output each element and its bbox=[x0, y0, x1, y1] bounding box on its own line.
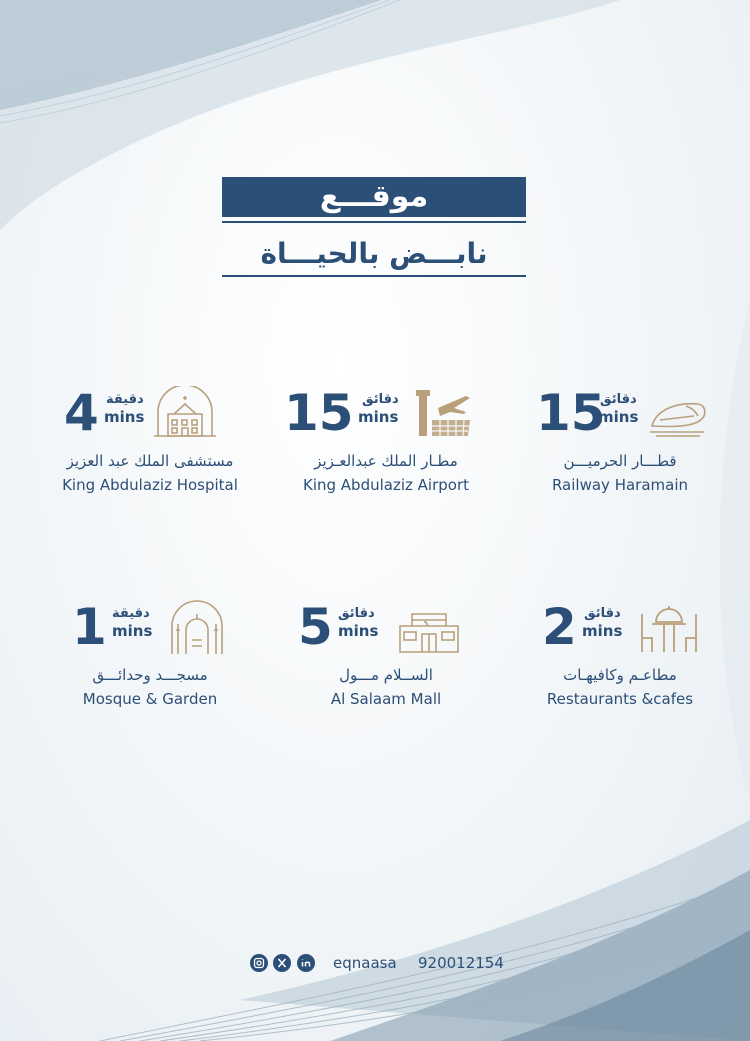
location-name-ar: الســلام مـــول bbox=[339, 666, 433, 684]
minutes-unit-ar: دقائق bbox=[338, 606, 375, 621]
mosque-icon bbox=[166, 600, 228, 654]
location-card-railway bbox=[510, 386, 730, 506]
location-card-airport bbox=[276, 386, 496, 506]
location-name-ar: مستشفى الملك عبد العزيز bbox=[66, 452, 234, 470]
minutes-number: 1 bbox=[72, 598, 107, 656]
location-name-ar: مطـار الملك عبدالعـزيز bbox=[314, 452, 458, 470]
minutes-unit-en: mins bbox=[358, 408, 399, 426]
minutes-unit-ar: دقائق bbox=[362, 392, 399, 407]
page-subtitle: نابـــض بالحيـــاة bbox=[260, 237, 488, 270]
title-underline bbox=[222, 221, 526, 223]
location-name-en: King Abdulaziz Airport bbox=[303, 476, 469, 494]
location-name-en: Al Salaam Mall bbox=[330, 690, 442, 708]
location-name-en: Restaurants &cafes bbox=[546, 690, 694, 708]
subtitle-underline bbox=[222, 275, 526, 277]
minutes-unit-ar: دقائق bbox=[584, 606, 621, 621]
instagram-icon[interactable] bbox=[250, 954, 268, 972]
minutes-number: 4 bbox=[64, 384, 99, 442]
minutes-unit-en: mins bbox=[104, 408, 145, 426]
location-card-mall bbox=[276, 600, 496, 720]
minutes-number: 15 bbox=[284, 384, 354, 442]
minutes-unit-en: mins bbox=[582, 622, 623, 640]
minutes-unit-en: mins bbox=[598, 408, 639, 426]
page-title: موقـــع bbox=[222, 177, 526, 217]
linkedin-icon[interactable] bbox=[297, 954, 315, 972]
hospital-icon bbox=[154, 386, 216, 440]
location-name-ar: مطاعـم وكافيهـات bbox=[563, 666, 677, 684]
minutes-unit-en: mins bbox=[338, 622, 379, 640]
location-name-ar: مسجـــد وحدائـــق bbox=[92, 666, 208, 684]
phone-number: 920012154 bbox=[418, 954, 504, 972]
mall-icon bbox=[398, 600, 460, 654]
minutes-number: 15 bbox=[536, 384, 606, 442]
train-icon bbox=[646, 386, 708, 440]
minutes-unit-ar: دقيقة bbox=[106, 392, 144, 407]
location-name-en: King Abdulaziz Hospital bbox=[62, 476, 238, 494]
location-card-restaurants bbox=[510, 600, 730, 720]
social-handle: eqnaasa bbox=[333, 954, 397, 972]
minutes-unit-ar: دقائق bbox=[600, 392, 637, 407]
minutes-unit-ar: دقيقة bbox=[112, 606, 150, 621]
minutes-number: 2 bbox=[542, 598, 577, 656]
footer-contact bbox=[0, 954, 750, 974]
location-name-ar: قطـــار الحرميـــن bbox=[563, 452, 677, 470]
airport-icon bbox=[410, 386, 472, 440]
restaurant-icon bbox=[638, 600, 700, 654]
location-name-en: Railway Haramain bbox=[551, 476, 689, 494]
x-icon[interactable] bbox=[273, 954, 291, 972]
location-card-hospital bbox=[40, 386, 260, 506]
header-block bbox=[222, 177, 526, 277]
location-card-mosque bbox=[40, 600, 260, 720]
minutes-number: 5 bbox=[298, 598, 333, 656]
location-name-en: Mosque & Garden bbox=[82, 690, 218, 708]
minutes-unit-en: mins bbox=[112, 622, 153, 640]
